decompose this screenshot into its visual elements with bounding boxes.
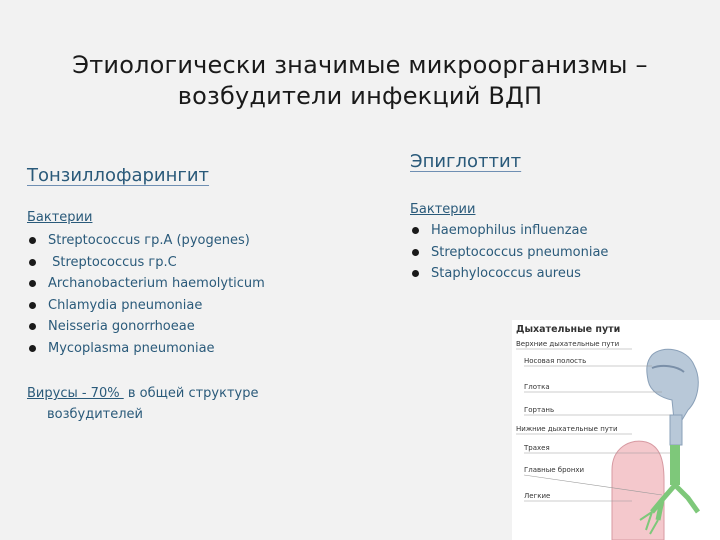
bullet-icon xyxy=(29,259,36,266)
tonsillopharyngitis-heading: Тонзиллофарингит xyxy=(27,165,210,186)
lung-shape xyxy=(612,441,664,540)
viruses-pathogens-text: возбудителей xyxy=(47,407,144,422)
list-item-text: Mycoplasma pneumoniae xyxy=(48,340,215,356)
left-bacteria-label: Бактерии xyxy=(27,210,93,225)
nasal-cavity-label: Носовая полость xyxy=(524,357,587,365)
list-item xyxy=(410,242,608,264)
slide-title-line-2: возбудители инфекций ВДП xyxy=(177,82,543,110)
list-item-text: Streptococcus гр.A (pyogenes) xyxy=(48,233,250,248)
bullet-icon xyxy=(29,323,36,330)
lower-airways-label: Нижние дыхательные пути xyxy=(516,425,618,433)
viruses-note xyxy=(27,383,327,425)
bullet-icon xyxy=(412,270,419,277)
upper-airways-label: Верхние дыхательные пути xyxy=(516,340,620,348)
list-item-text: Haemophilus influenzae xyxy=(431,223,588,238)
right-bacteria-label: Бактерии xyxy=(410,202,476,217)
bullet-icon xyxy=(29,237,36,244)
trachea-label: Трахея xyxy=(524,444,550,452)
list-item xyxy=(27,273,265,295)
bullet-icon xyxy=(412,227,419,234)
left-bacteria-list xyxy=(27,230,265,359)
bullet-icon xyxy=(29,280,36,287)
list-item-text: Archanobacterium haemolyticum xyxy=(48,276,265,291)
bullet-icon xyxy=(29,345,36,352)
list-item xyxy=(27,316,265,338)
viruses-percent: Вирусы - 70% xyxy=(27,386,124,401)
list-item xyxy=(27,295,265,317)
diagram-title: Дыхательные пути xyxy=(516,324,621,335)
list-item-text: Streptococcus pneumoniae xyxy=(431,244,609,260)
list-item xyxy=(410,263,608,285)
epiglottitis-heading: Эпиглоттит xyxy=(410,151,522,172)
larynx-shape xyxy=(670,415,682,445)
right-bacteria-list xyxy=(410,220,608,285)
pharynx-label: Глотка xyxy=(524,383,550,391)
trachea-shape xyxy=(670,445,680,485)
list-item xyxy=(410,220,608,242)
bullet-icon xyxy=(29,302,36,309)
main-bronchi-label: Главные бронхи xyxy=(524,466,585,474)
list-item-text: Streptococcus гр.C xyxy=(48,254,177,270)
lungs-label: Легкие xyxy=(524,492,551,500)
list-item-text: Neisseria gonorrhoeae xyxy=(48,319,195,334)
list-item xyxy=(27,230,265,252)
slide-title xyxy=(20,50,700,112)
bullet-icon xyxy=(412,249,419,256)
respiratory-tract-diagram xyxy=(512,320,720,540)
larynx-label: Гортань xyxy=(524,406,555,414)
slide-title-line-1: Этиологически значимые микроорганизмы – xyxy=(72,51,648,79)
viruses-structure-text: в общей структуре xyxy=(123,386,259,401)
list-item xyxy=(27,252,265,274)
list-item-text: Chlamydia pneumoniae xyxy=(48,297,203,313)
respiratory-tract-illustration xyxy=(512,320,720,540)
list-item xyxy=(27,338,265,360)
list-item-text: Staphylococcus aureus xyxy=(431,266,581,281)
